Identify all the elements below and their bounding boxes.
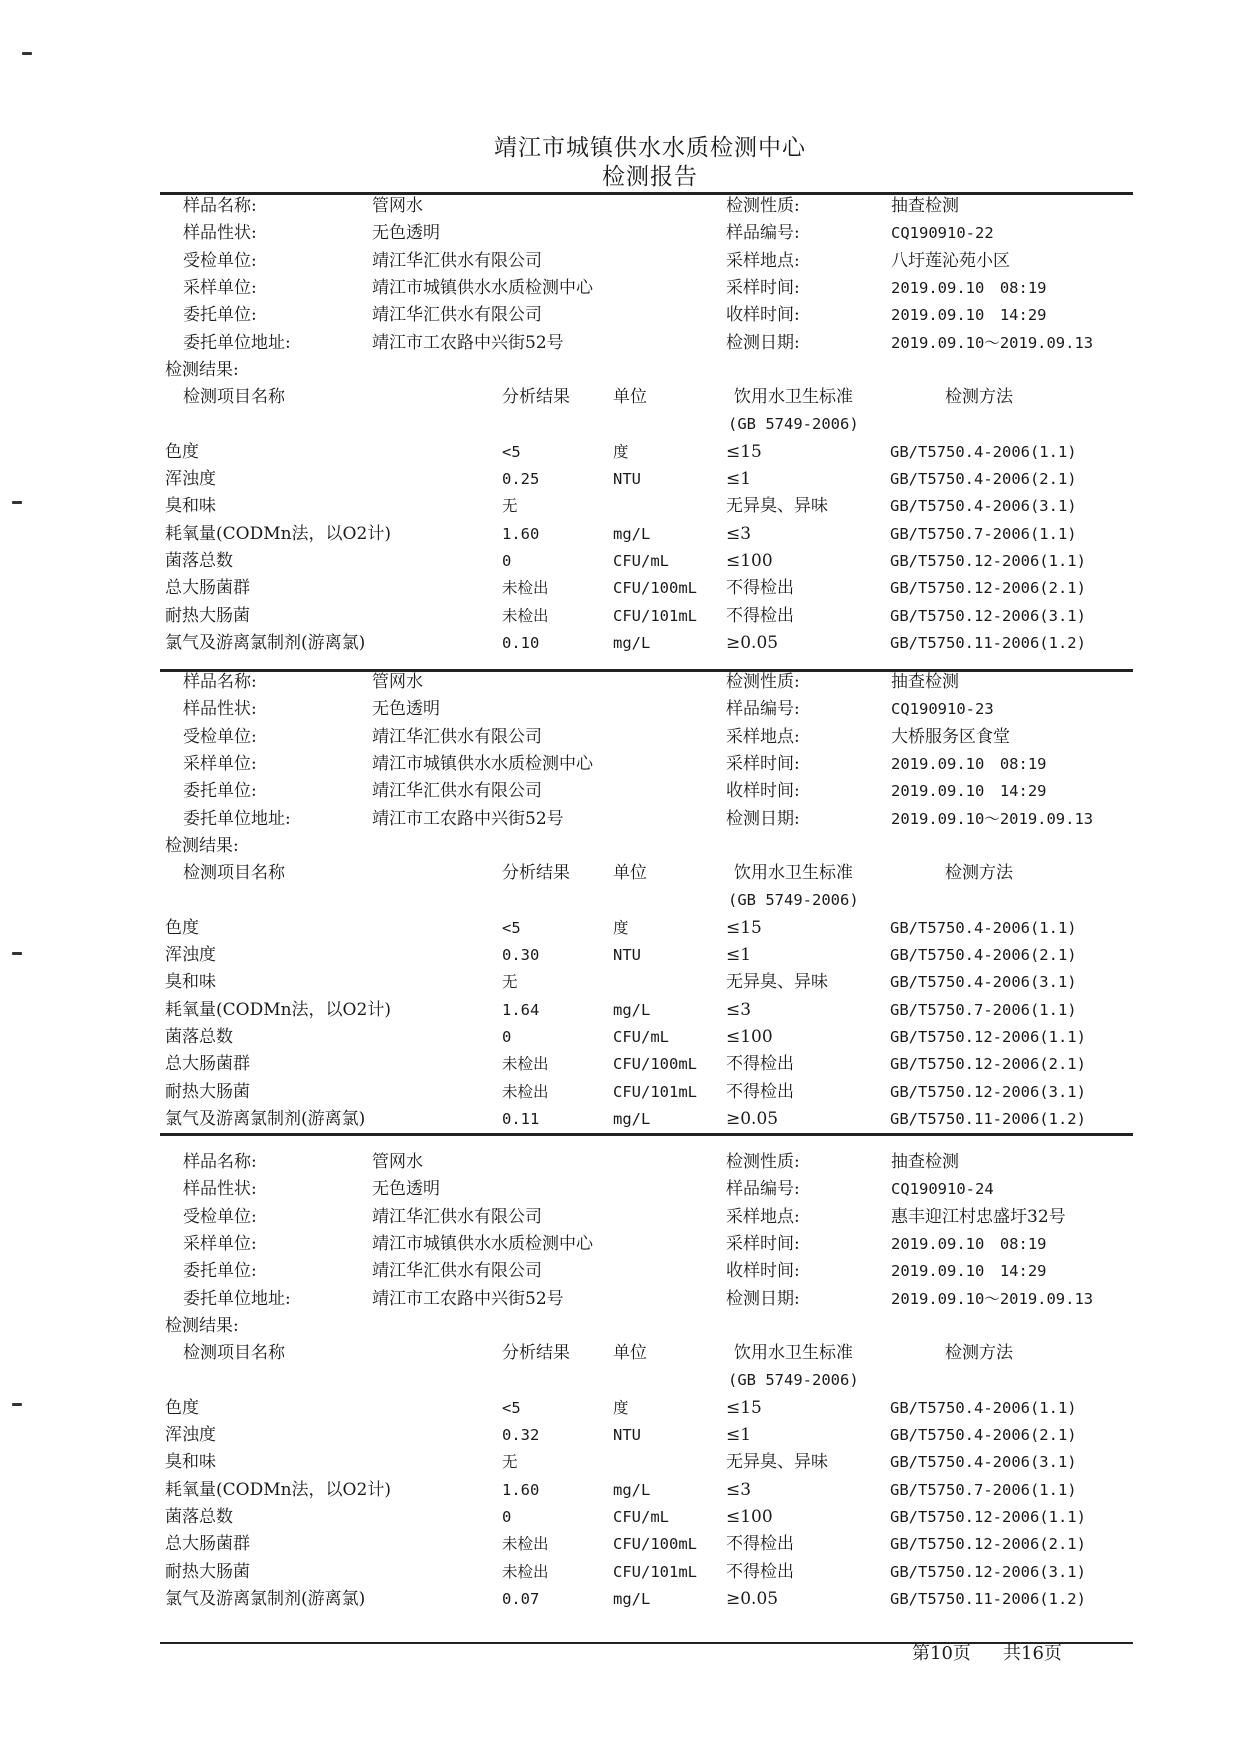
- field-label-test-date: 检测日期:: [726, 808, 800, 829]
- info-row: [0, 1204, 1240, 1231]
- cell-standard: ≤1: [726, 945, 752, 965]
- info-row: [0, 1149, 1240, 1176]
- cell-standard: ≤15: [726, 917, 762, 938]
- cell-item: 浑浊度: [165, 469, 216, 489]
- cell-result: 未检出: [502, 1055, 549, 1074]
- field-value-sample-state: 无色透明: [372, 1179, 440, 1200]
- table-row: [0, 466, 1240, 493]
- field-value-sampling-time: 2019.09.10 08:19: [891, 754, 1047, 773]
- cell-item: 色度: [165, 441, 199, 462]
- cell-result: 0: [502, 551, 512, 570]
- cell-result: 0.10: [502, 633, 540, 652]
- results-header-row: [0, 887, 1240, 914]
- field-value-receive-time: 2019.09.10 14:29: [891, 306, 1047, 325]
- cell-item: 总大肠菌群: [165, 578, 250, 599]
- cell-method: GB/T5750.12-2006(3.1): [890, 1562, 1086, 1581]
- info-row: [0, 220, 1240, 247]
- field-label-receive-time: 收样时间:: [726, 781, 800, 802]
- results-header-row: [0, 1340, 1240, 1367]
- field-value-sample-no: CQ190910-24: [891, 1180, 994, 1199]
- table-row: [0, 493, 1240, 520]
- cell-item: 臭和味: [165, 972, 216, 993]
- cell-result: 无: [502, 497, 518, 516]
- results-header-row: [0, 411, 1240, 438]
- results-heading: 检测结果:: [165, 835, 239, 856]
- cell-method: GB/T5750.4-2006(2.1): [890, 1426, 1077, 1444]
- cell-result: 无: [502, 1453, 518, 1472]
- scan-mark: [12, 501, 22, 504]
- col-header-standard: 饮用水卫生标准: [734, 863, 853, 884]
- cell-unit: CFU/mL: [613, 1027, 669, 1046]
- cell-result: 0.11: [502, 1109, 540, 1128]
- info-row: [0, 669, 1240, 696]
- info-row: [0, 302, 1240, 329]
- cell-item: 耗氧量(CODMn法，以O2计): [165, 523, 391, 544]
- results-heading-row: [0, 357, 1240, 384]
- field-label-sampling-time: 采样时间:: [726, 1233, 800, 1254]
- cell-result: 0.32: [502, 1426, 540, 1444]
- col-header-unit: 单位: [613, 863, 647, 884]
- cell-standard: ≤100: [726, 1506, 773, 1527]
- cell-method: GB/T5750.11-2006(1.2): [890, 1109, 1086, 1128]
- cell-standard: ≥0.05: [726, 632, 779, 653]
- cell-result: 0.25: [502, 470, 540, 488]
- cell-unit: NTU: [613, 946, 641, 964]
- info-row: [0, 1176, 1240, 1203]
- cell-unit: mg/L: [613, 1000, 651, 1019]
- info-row: [0, 1231, 1240, 1258]
- field-value-sampling-unit: 靖江市城镇供水水质检测中心: [372, 753, 593, 774]
- cell-result: 0.07: [502, 1589, 540, 1608]
- field-label-client-address: 委托单位地址:: [183, 1288, 291, 1309]
- cell-result: 未检出: [502, 1562, 549, 1581]
- cell-standard: ≤3: [726, 1479, 752, 1500]
- cell-unit: 度: [613, 918, 629, 937]
- results-header-row: [0, 384, 1240, 411]
- cell-standard: ≥0.05: [726, 1588, 779, 1609]
- table-row: [0, 521, 1240, 548]
- cell-item: 耐热大肠菌: [165, 605, 250, 626]
- cell-unit: NTU: [613, 1426, 641, 1444]
- cell-method: GB/T5750.7-2006(1.1): [890, 1000, 1077, 1019]
- field-value-sampling-time: 2019.09.10 08:19: [891, 1234, 1047, 1253]
- info-row: [0, 275, 1240, 302]
- cell-standard: 不得检出: [726, 578, 794, 599]
- field-label-sample-state: 样品性状:: [183, 1179, 257, 1200]
- table-row: [0, 603, 1240, 630]
- field-label-sample-no: 样品编号:: [726, 1179, 800, 1200]
- cell-unit: CFU/101mL: [613, 606, 697, 625]
- cell-item: 浑浊度: [165, 1425, 216, 1445]
- cell-item: 总大肠菌群: [165, 1534, 250, 1555]
- cell-method: GB/T5750.4-2006(2.1): [890, 946, 1077, 964]
- cell-result: 1.60: [502, 524, 540, 543]
- info-row: [0, 806, 1240, 833]
- field-label-sample-name: 样品名称:: [183, 196, 257, 216]
- col-header-method: 检测方法: [945, 1343, 1013, 1364]
- cell-unit: CFU/mL: [613, 1507, 669, 1526]
- field-label-inspected-unit: 受检单位:: [183, 250, 257, 271]
- field-label-sampling-unit: 采样单位:: [183, 753, 257, 774]
- field-value-client-unit: 靖江华汇供水有限公司: [372, 305, 542, 326]
- table-row: [0, 1559, 1240, 1586]
- info-row: [0, 1258, 1240, 1285]
- cell-item: 臭和味: [165, 496, 216, 517]
- table-row: [0, 1449, 1240, 1476]
- table-row: [0, 1586, 1240, 1613]
- info-row: [0, 696, 1240, 723]
- table-row: [0, 1079, 1240, 1106]
- cell-item: 耐热大肠菌: [165, 1561, 250, 1582]
- table-row: [0, 1024, 1240, 1051]
- cell-method: GB/T5750.12-2006(1.1): [890, 1507, 1086, 1526]
- info-row: [0, 248, 1240, 275]
- cell-method: GB/T5750.12-2006(1.1): [890, 551, 1086, 570]
- field-value-test-nature: 抽查检测: [891, 672, 959, 692]
- cell-item: 氯气及游离氯制剂(游离氯): [165, 1108, 366, 1129]
- cell-method: GB/T5750.11-2006(1.2): [890, 1589, 1086, 1608]
- cell-item: 菌落总数: [165, 1506, 233, 1527]
- cell-unit: CFU/100mL: [613, 1535, 697, 1554]
- section-rule: [160, 1133, 1133, 1136]
- field-value-sampling-site: 八圩莲沁苑小区: [891, 250, 1010, 271]
- col-header-unit: 单位: [613, 1343, 647, 1364]
- field-label-receive-time: 收样时间:: [726, 305, 800, 326]
- cell-item: 臭和味: [165, 1452, 216, 1473]
- field-value-inspected-unit: 靖江华汇供水有限公司: [372, 726, 542, 747]
- cell-method: GB/T5750.12-2006(2.1): [890, 1055, 1086, 1074]
- cell-item: 色度: [165, 917, 199, 938]
- cell-method: GB/T5750.4-2006(3.1): [890, 973, 1077, 992]
- field-label-inspected-unit: 受检单位:: [183, 726, 257, 747]
- field-value-sample-no: CQ190910-23: [891, 700, 994, 719]
- cell-standard: ≥0.05: [726, 1108, 779, 1129]
- field-value-receive-time: 2019.09.10 14:29: [891, 1262, 1047, 1281]
- field-value-client-address: 靖江市工农路中兴街52号: [372, 332, 564, 353]
- cell-item: 菌落总数: [165, 550, 233, 571]
- cell-method: GB/T5750.4-2006(3.1): [890, 1453, 1077, 1472]
- cell-result: 1.64: [502, 1000, 540, 1019]
- field-label-sample-state: 样品性状:: [183, 699, 257, 720]
- field-label-sampling-unit: 采样单位:: [183, 1233, 257, 1254]
- field-value-client-address: 靖江市工农路中兴街52号: [372, 808, 564, 829]
- table-row: [0, 1051, 1240, 1078]
- cell-result: 未检出: [502, 579, 549, 598]
- table-row: [0, 969, 1240, 996]
- field-label-sample-state: 样品性状:: [183, 223, 257, 244]
- scan-mark: [22, 52, 32, 55]
- cell-item: 氯气及游离氯制剂(游离氯): [165, 632, 366, 653]
- cell-result: 未检出: [502, 606, 549, 625]
- field-value-sample-state: 无色透明: [372, 223, 440, 244]
- field-value-sampling-unit: 靖江市城镇供水水质检测中心: [372, 277, 593, 298]
- cell-result: 未检出: [502, 1082, 549, 1101]
- field-label-sample-name: 样品名称:: [183, 1152, 257, 1172]
- cell-unit: CFU/100mL: [613, 579, 697, 598]
- cell-item: 色度: [165, 1397, 199, 1418]
- cell-method: GB/T5750.4-2006(2.1): [890, 470, 1077, 488]
- cell-method: GB/T5750.4-2006(3.1): [890, 497, 1077, 516]
- results-header-row: [0, 1367, 1240, 1394]
- cell-standard: 不得检出: [726, 1081, 794, 1102]
- page-total: 共16页: [1003, 1643, 1062, 1664]
- field-label-sampling-site: 采样地点:: [726, 726, 800, 747]
- cell-standard: ≤3: [726, 523, 752, 544]
- cell-unit: mg/L: [613, 524, 651, 543]
- field-value-sampling-site: 惠丰迎江村忠盛圩32号: [891, 1206, 1066, 1227]
- cell-standard: ≤3: [726, 999, 752, 1020]
- info-row: [0, 1286, 1240, 1313]
- field-label-sampling-time: 采样时间:: [726, 277, 800, 298]
- col-header-unit: 单位: [613, 387, 647, 408]
- table-row: [0, 942, 1240, 969]
- info-row: [0, 193, 1240, 220]
- table-row: [0, 1531, 1240, 1558]
- field-value-sample-name: 管网水: [372, 1152, 423, 1172]
- info-row: [0, 751, 1240, 778]
- field-label-client-address: 委托单位地址:: [183, 332, 291, 353]
- cell-unit: 度: [613, 442, 629, 461]
- cell-standard: ≤1: [726, 1425, 752, 1445]
- field-label-sample-no: 样品编号:: [726, 699, 800, 720]
- cell-item: 耗氧量(CODMn法，以O2计): [165, 999, 391, 1020]
- cell-result: 1.60: [502, 1480, 540, 1499]
- cell-unit: CFU/mL: [613, 551, 669, 570]
- table-row: [0, 439, 1240, 466]
- cell-unit: mg/L: [613, 633, 651, 652]
- cell-method: GB/T5750.12-2006(3.1): [890, 1082, 1086, 1101]
- field-label-sampling-unit: 采样单位:: [183, 277, 257, 298]
- field-value-test-date: 2019.09.10～2019.09.13: [891, 333, 1094, 352]
- field-value-client-unit: 靖江华汇供水有限公司: [372, 1261, 542, 1282]
- table-row: [0, 1422, 1240, 1449]
- cell-method: GB/T5750.12-2006(2.1): [890, 579, 1086, 598]
- cell-standard: 不得检出: [726, 1054, 794, 1075]
- field-value-sampling-unit: 靖江市城镇供水水质检测中心: [372, 1233, 593, 1254]
- bottom-rule: [160, 1642, 1133, 1644]
- cell-result: 0: [502, 1027, 512, 1046]
- col-header-standard: 饮用水卫生标准: [734, 387, 853, 408]
- field-value-receive-time: 2019.09.10 14:29: [891, 782, 1047, 801]
- field-label-test-date: 检测日期:: [726, 332, 800, 353]
- field-label-test-nature: 检测性质:: [726, 196, 800, 216]
- field-value-test-nature: 抽查检测: [891, 1152, 959, 1172]
- table-row: [0, 630, 1240, 657]
- col-header-item: 检测项目名称: [183, 1343, 285, 1364]
- field-label-client-unit: 委托单位:: [183, 305, 257, 326]
- table-row: [0, 1477, 1240, 1504]
- field-value-sample-name: 管网水: [372, 196, 423, 216]
- field-value-test-date: 2019.09.10～2019.09.13: [891, 1289, 1094, 1308]
- cell-method: GB/T5750.12-2006(1.1): [890, 1027, 1086, 1046]
- table-row: [0, 997, 1240, 1024]
- cell-result: 未检出: [502, 1535, 549, 1554]
- cell-method: GB/T5750.12-2006(2.1): [890, 1535, 1086, 1554]
- field-value-sample-no: CQ190910-22: [891, 224, 994, 243]
- table-row: [0, 915, 1240, 942]
- table-row: [0, 1106, 1240, 1133]
- col-header-result: 分析结果: [502, 1343, 570, 1364]
- cell-standard: 不得检出: [726, 605, 794, 626]
- cell-item: 总大肠菌群: [165, 1054, 250, 1075]
- cell-method: GB/T5750.4-2006(1.1): [890, 442, 1077, 461]
- cell-unit: mg/L: [613, 1109, 651, 1128]
- field-label-sampling-site: 采样地点:: [726, 250, 800, 271]
- field-value-inspected-unit: 靖江华汇供水有限公司: [372, 250, 542, 271]
- table-row: [0, 1504, 1240, 1531]
- results-heading-row: [0, 833, 1240, 860]
- cell-unit: CFU/100mL: [613, 1055, 697, 1074]
- results-heading: 检测结果:: [165, 1315, 239, 1336]
- table-row: [0, 1395, 1240, 1422]
- cell-method: GB/T5750.4-2006(1.1): [890, 918, 1077, 937]
- cell-standard: ≤15: [726, 1397, 762, 1418]
- col-header-method: 检测方法: [945, 387, 1013, 408]
- cell-standard: ≤1: [726, 469, 752, 489]
- cell-result: 0: [502, 1507, 512, 1526]
- results-heading-row: [0, 1313, 1240, 1340]
- col-header-standard-code: (GB 5749-2006): [728, 1371, 859, 1390]
- field-value-inspected-unit: 靖江华汇供水有限公司: [372, 1206, 542, 1227]
- cell-unit: NTU: [613, 470, 641, 488]
- col-header-item: 检测项目名称: [183, 863, 285, 884]
- cell-method: GB/T5750.12-2006(3.1): [890, 606, 1086, 625]
- cell-standard: ≤100: [726, 550, 773, 571]
- field-value-test-nature: 抽查检测: [891, 196, 959, 216]
- cell-item: 浑浊度: [165, 945, 216, 965]
- field-value-sampling-site: 大桥服务区食堂: [891, 726, 1010, 747]
- cell-standard: 无异臭、异味: [726, 972, 828, 993]
- field-label-sampling-site: 采样地点:: [726, 1206, 800, 1227]
- cell-standard: 不得检出: [726, 1534, 794, 1555]
- col-header-item: 检测项目名称: [183, 387, 285, 408]
- cell-result: <5: [502, 918, 521, 937]
- results-header-row: [0, 860, 1240, 887]
- cell-unit: CFU/101mL: [613, 1082, 697, 1101]
- cell-result: <5: [502, 1398, 521, 1417]
- col-header-method: 检测方法: [945, 863, 1013, 884]
- report-title: 检测报告: [602, 164, 698, 190]
- field-value-client-address: 靖江市工农路中兴街52号: [372, 1288, 564, 1309]
- cell-unit: mg/L: [613, 1589, 651, 1608]
- field-value-client-unit: 靖江华汇供水有限公司: [372, 781, 542, 802]
- field-value-test-date: 2019.09.10～2019.09.13: [891, 809, 1094, 828]
- cell-standard: ≤15: [726, 441, 762, 462]
- cell-item: 菌落总数: [165, 1026, 233, 1047]
- field-label-client-unit: 委托单位:: [183, 1261, 257, 1282]
- field-label-inspected-unit: 受检单位:: [183, 1206, 257, 1227]
- table-row: [0, 548, 1240, 575]
- field-label-sample-no: 样品编号:: [726, 223, 800, 244]
- field-label-client-address: 委托单位地址:: [183, 808, 291, 829]
- field-label-sample-name: 样品名称:: [183, 672, 257, 692]
- page-number: 第10页: [912, 1643, 971, 1664]
- cell-result: <5: [502, 442, 521, 461]
- cell-method: GB/T5750.11-2006(1.2): [890, 633, 1086, 652]
- col-header-standard-code: (GB 5749-2006): [728, 415, 859, 434]
- cell-item: 耗氧量(CODMn法，以O2计): [165, 1479, 391, 1500]
- col-header-result: 分析结果: [502, 863, 570, 884]
- cell-standard: 无异臭、异味: [726, 1452, 828, 1473]
- field-label-test-nature: 检测性质:: [726, 1152, 800, 1172]
- info-row: [0, 724, 1240, 751]
- cell-item: 耐热大肠菌: [165, 1081, 250, 1102]
- field-label-test-date: 检测日期:: [726, 1288, 800, 1309]
- cell-standard: 无异臭、异味: [726, 496, 828, 517]
- cell-unit: mg/L: [613, 1480, 651, 1499]
- cell-method: GB/T5750.7-2006(1.1): [890, 1480, 1077, 1499]
- results-heading: 检测结果:: [165, 359, 239, 380]
- cell-standard: ≤100: [726, 1026, 773, 1047]
- col-header-result: 分析结果: [502, 387, 570, 408]
- info-row: [0, 330, 1240, 357]
- table-row: [0, 575, 1240, 602]
- field-label-client-unit: 委托单位:: [183, 781, 257, 802]
- cell-item: 氯气及游离氯制剂(游离氯): [165, 1588, 366, 1609]
- cell-standard: 不得检出: [726, 1561, 794, 1582]
- scan-mark: [12, 1403, 22, 1406]
- field-value-sampling-time: 2019.09.10 08:19: [891, 278, 1047, 297]
- cell-unit: CFU/101mL: [613, 1562, 697, 1581]
- field-value-sample-name: 管网水: [372, 672, 423, 692]
- field-label-test-nature: 检测性质:: [726, 672, 800, 692]
- info-row: [0, 778, 1240, 805]
- scan-mark: [12, 952, 22, 955]
- report-org-title: 靖江市城镇供水水质检测中心: [494, 135, 806, 161]
- cell-result: 无: [502, 973, 518, 992]
- field-label-receive-time: 收样时间:: [726, 1261, 800, 1282]
- cell-method: GB/T5750.7-2006(1.1): [890, 524, 1077, 543]
- cell-method: GB/T5750.4-2006(1.1): [890, 1398, 1077, 1417]
- cell-result: 0.30: [502, 946, 540, 964]
- cell-unit: 度: [613, 1398, 629, 1417]
- field-label-sampling-time: 采样时间:: [726, 753, 800, 774]
- col-header-standard: 饮用水卫生标准: [734, 1343, 853, 1364]
- field-value-sample-state: 无色透明: [372, 699, 440, 720]
- col-header-standard-code: (GB 5749-2006): [728, 891, 859, 910]
